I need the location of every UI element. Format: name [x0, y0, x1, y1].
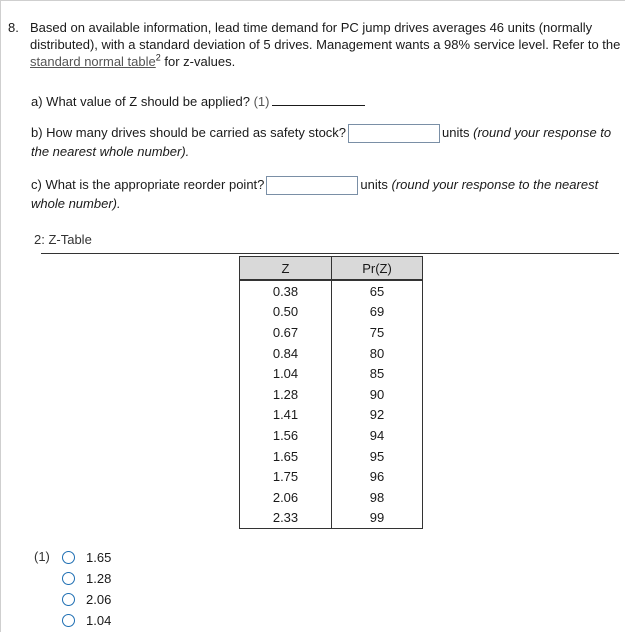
table-row	[240, 425, 423, 446]
choice-label: 1.04	[86, 612, 112, 628]
table-row	[240, 322, 423, 343]
choices-ref: (1)	[34, 549, 50, 564]
choice-option[interactable]	[62, 610, 111, 630]
radio-button[interactable]	[62, 593, 75, 606]
question-text	[30, 19, 622, 70]
table-row	[240, 487, 423, 508]
part-a	[31, 93, 365, 111]
z-value: 1.28	[240, 384, 332, 405]
question-text-tail: for z-values.	[160, 54, 236, 69]
prz-value: 98	[369, 489, 385, 505]
part-a-ref: (1)	[253, 94, 270, 109]
reorder-point-input[interactable]	[266, 176, 358, 195]
part-a-label: a) What value of Z should be applied?	[31, 94, 250, 109]
question-number: 8.	[8, 20, 19, 35]
prz-value: 90	[369, 386, 385, 402]
choice-label: 2.06	[86, 591, 112, 607]
choice-option[interactable]	[62, 547, 111, 567]
prz-column-header: Pr(Z)	[332, 257, 423, 281]
z-table	[239, 256, 423, 529]
question-text-body: Based on available information, lead time demand for PC jump drives averages 46 units (normally distributed), with a standard deviation of 5 drives. Management wants a 98% service level. Refer to the	[30, 20, 621, 52]
section-divider	[41, 253, 619, 254]
z-value: 1.04	[240, 363, 332, 384]
prz-value: 80	[369, 345, 385, 361]
left-border	[0, 0, 1, 632]
z-value: 1.75	[240, 466, 332, 487]
part-b-label: b) How many drives should be carried as safety stock?	[31, 125, 347, 140]
z-value: 0.84	[240, 343, 332, 364]
prz-value: 69	[369, 304, 385, 320]
prz-value: 95	[369, 448, 385, 464]
z-column-header: Z	[240, 257, 332, 281]
prz-value: 96	[369, 469, 385, 485]
prz-value: 65	[369, 283, 385, 299]
part-c-hint: (round your response to the nearest whole number).	[31, 177, 599, 212]
part-c	[31, 176, 621, 213]
part-b-hint: (round your response to the nearest whole number).	[31, 125, 612, 160]
table-row	[240, 384, 423, 405]
choice-option[interactable]	[62, 589, 111, 609]
table-row	[240, 405, 423, 426]
safety-stock-input[interactable]	[348, 124, 440, 143]
prz-value: 75	[369, 324, 385, 340]
table-row	[240, 446, 423, 467]
z-value: 1.56	[240, 425, 332, 446]
table-row	[240, 280, 423, 302]
ztable-section-title: 2: Z-Table	[34, 232, 92, 247]
part-c-units: units	[360, 177, 388, 192]
part-a-answer-blank[interactable]	[272, 96, 365, 106]
z-value: 2.06	[240, 487, 332, 508]
table-row	[240, 466, 423, 487]
link-footnote-ref: 2	[155, 52, 161, 63]
z-value: 2.33	[240, 508, 332, 529]
part-c-label: c) What is the appropriate reorder point?	[31, 177, 265, 192]
z-value: 1.41	[240, 405, 332, 426]
radio-button[interactable]	[62, 572, 75, 585]
standard-normal-table-link[interactable]: standard normal table	[30, 54, 156, 69]
table-header-row	[240, 257, 423, 281]
part-b	[31, 124, 621, 161]
prz-value: 99	[369, 510, 385, 526]
z-value: 0.67	[240, 322, 332, 343]
table-row	[240, 343, 423, 364]
radio-button[interactable]	[62, 551, 75, 564]
table-row	[240, 302, 423, 323]
radio-button[interactable]	[62, 614, 75, 627]
top-border	[0, 0, 625, 1]
table-row	[240, 508, 423, 529]
table-row	[240, 363, 423, 384]
prz-value: 92	[369, 407, 385, 423]
prz-value: 85	[369, 366, 385, 382]
choice-label: 1.28	[86, 570, 112, 586]
choice-option[interactable]	[62, 568, 111, 588]
prz-value: 94	[369, 427, 385, 443]
z-value: 0.50	[240, 302, 332, 323]
choice-label: 1.65	[86, 549, 112, 565]
part-b-units: units	[442, 125, 470, 140]
z-value: 0.38	[240, 280, 332, 302]
z-value: 1.65	[240, 446, 332, 467]
